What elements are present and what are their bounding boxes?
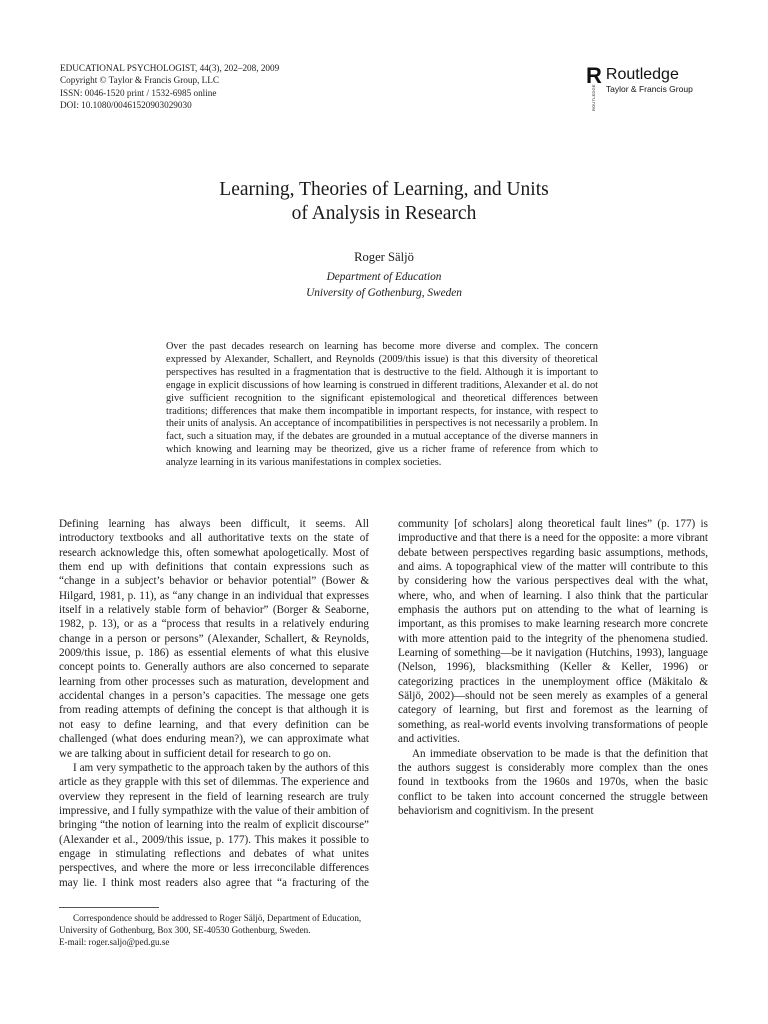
affiliation-university: University of Gothenburg, Sweden [306, 286, 462, 299]
abstract: Over the past decades research on learning has become more diverse and complex. The concern expressed by Alexander, Schallert, and Reynolds (2009/this issue) is that this diversity of theoretical perspectives has resulted in a fragmentation that is destructive to the field. Although it is important to engage in explicit discussions of how learning is construed in different traditions, Alexander et al. do not give sufficient recognition to the significant epistemological and theoretical differences between traditions; differences that make them incompatible in important respects, for instance, with respect to their units of analysis. An acceptance of incompatibilities in perspectives is not necessarily a problem. In fact, such a situation may, if the debates are grounded in a mutual acceptance of the diverse manners in which knowing and learning may be theorized, give us a richer frame of reference from which to analyze learning in its various manifestations in complex societies. [166, 341, 598, 469]
body-column-right [398, 517, 708, 818]
body-column-left [59, 517, 369, 890]
logo-vertical-text: ROUTLEDGE [591, 84, 597, 111]
body-paragraph: Defining learning has always been difficult, it seems. All introductory textbooks and all authoritative texts on the state of research acknowledge this, often somewhat apologetically. Most of them end up with definitions that contain expressions such as “change in a subject’s behavior or behavior potential” (Bower & Hilgard, 1981, p. 11), as “any change in an individual that expresses itself in a relatively stable form of behavior” (Borger & Seaborne, 1982, p. 13), or as a “process that results in a relatively enduring change in a person or persons” (Alexander, Schallert, & Reynolds, 2009/this issue, p. 186) as essential elements of what this elusive concept points to. Generally authors are also concerned to separate learning from other processes such as maturation, development and accidental changes in a person’s capacities. The message one gets from reading attempts of defining the concept is that although it is not easy to define learning, and that every definition can be challenged (what does enduring mean?), we can approximate what we are talking about in sufficient detail for research to go on. [59, 518, 369, 760]
doi-line: DOI: 10.1080/00461520903029030 [60, 99, 192, 110]
publisher-subtitle: Taylor & Francis Group [605, 84, 693, 94]
body-paragraph: I am very sympathetic to the approach taken by the authors of this article as they grapple with this set of dilemmas. The experience and overview they represent in the field of learning research are truly impressive, and I fully sympathize with the value of their ambition of bringing “the notion of learning into the realm of explicit discourse” (Alexander et al., 2009/this issue, p. 177). This makes it possible to engage in stimulating reflections and debates of what unites perspectives, and where the more or less irreconcilable differences may lie. I think most readers also agree that “a fracturing of the [59, 761, 369, 889]
issn-line: ISSN: 0046-1520 print / 1532-6985 online [60, 87, 217, 98]
journal-citation: EDUCATIONAL PSYCHOLOGIST, 44(3), 202–208, 2009 [60, 63, 280, 73]
article-title [60, 178, 708, 226]
title-line-2: of Analysis in Research [291, 203, 477, 224]
logo-glyph: R [586, 63, 602, 88]
body-paragraph: An immediate observation to be made is that the definition that the authors suggest is considerably more complex than the ones found in textbooks from the 1960s and 1970s, when the basic conflict to be taken into account concerned the struggle between behaviorism and cognitivism. In the present [398, 747, 708, 817]
publisher-name: Routledge [605, 66, 679, 83]
title-line-1: Learning, Theories of Learning, and Units [219, 179, 549, 200]
body-paragraph-continued: community [of scholars] along theoretical fault lines” (p. 177) is improductive and that there is a need for the opposite: a more vibrant debate between perspectives regarding basic assumptions, methods, and aims. A topographical view of the matter will contribute to this by considering how the various perspectives deal with the what, where, who, and when of learning. I also think that the particular emphasis the authors put on attending to the what of learning is important, as this promises to make learning research more concrete with more attention paid to the integrity of the phenomena studied. Learning of something—be it navigation (Hutchins, 1993), language (Nelson, 1996), blacksmithing (Keller & Keller, 1996) or categorizing practices in the unemployment office (Mäkitalo & Säljö, 2002)—should not be seen merely as examples of a general category of learning, but first and foremost as the learning of something, as real-world events involving transformations of people and activities. [398, 518, 708, 746]
author-name: Roger Säljö [354, 250, 414, 264]
footnote-email: E-mail: roger.saljo@ped.gu.se [59, 937, 170, 947]
publisher-logo [586, 63, 693, 111]
routledge-logo-mark [586, 63, 602, 111]
correspondence-footnote [59, 912, 369, 948]
footnote-address: Correspondence should be addressed to Roger Säljö, Department of Education, University of Gothenburg, Box 300, SE-40530 Gothenburg, Sweden. [59, 913, 362, 935]
footnote-rule [59, 907, 159, 908]
author-affiliation [60, 270, 708, 301]
affiliation-department: Department of Education [326, 271, 442, 283]
journal-header [60, 62, 279, 111]
copyright-line: Copyright © Taylor & Francis Group, LLC [60, 75, 220, 86]
